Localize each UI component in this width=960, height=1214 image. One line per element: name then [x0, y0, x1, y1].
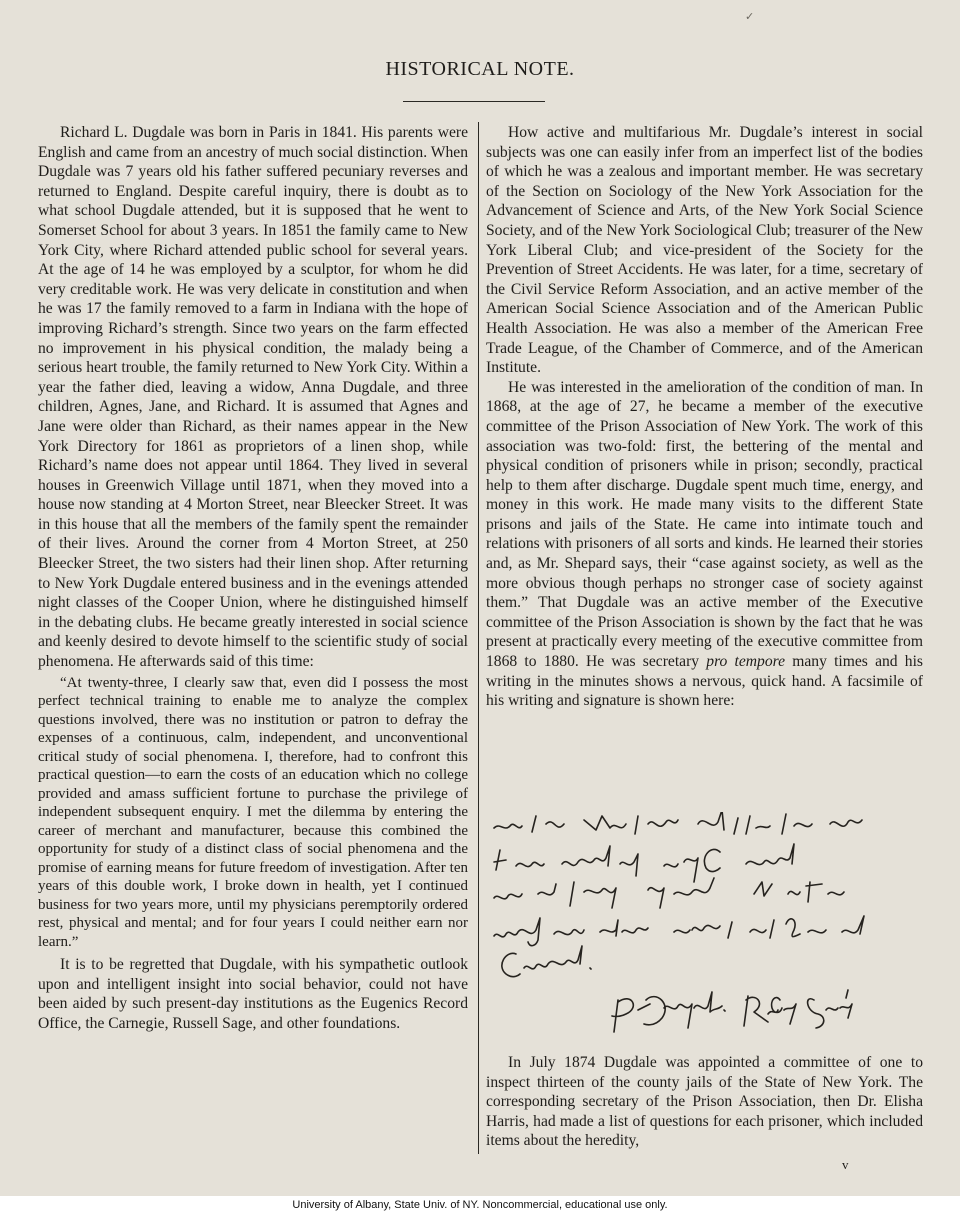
paragraph-regret: It is to be regretted that Dugdale, with his sympathetic outlook upon and intelligent insight into social behavior, could not have been aided by such present-day institutions as the Eugenics Record Office, the Carnegie, Russell Sage, and other foundations. [38, 956, 468, 1032]
page-title: HISTORICAL NOTE. [385, 58, 575, 80]
footer-notice: University of Albany, State Univ. of NY. Noncommercial, educational use only. [292, 1199, 668, 1211]
left-column [38, 123, 468, 1034]
right-column [486, 123, 923, 711]
quote-paragraph: “At twenty-three, I clearly saw that, even did I possess the most perfect technical training to enable me to analyze the complex questions involved, there was no institution or patron to defray the expenses of a continuous, calm, independent, and unconventional critical study of social phenomena. I, therefore, had to confront this practical question—to earn the costs of an education which no college provided and amass sufficient fortune to purchase the privilege of independent subsequent enquiry. I met the dilemma by entering the career of merchant and manufacturer, because this combined the opportunity for study of a distinct class of social phenomena and the promise of earning means for future freedom of investigation. After ten years of this double work, I broke down in health, yet I continued business for two years more, until my physicians peremptorily ordered rest, physical and mental; and for four years I could neither earn nor learn.” [38, 674, 468, 950]
handwriting-facsimile [488, 812, 924, 1040]
paragraph-text: He was interested in the amelioration of the condition of man. In 1868, at the age of 27, he became a member of the executive committee of the Prison Association of New York. The work of this association was two-fold: first, the bettering of the mental and physical condition of prisoners while in prison; secondly, practical help to them after discharge. Dugdale spent much time, energy, and money in this work. He made many visits to the different State prisons and jails of the State. He came into intimate touch and relations with prisoners of all sorts and kinds. He learned their stories and, as Mr. Shepard says, their “case against society, as well as the more obvious though perhaps no stronger case of society against them.” That Dugdale was an active member of the Executive committee of the Prison Association is shown by the fact that he was present at practically every meeting of the executive committee from 1868 to 1880. He was secretary [486, 378, 923, 671]
paragraph-text-end: many times and his writing in the minutes shows a nervous, quick hand. A facsimile of his writing and signature is shown here: [486, 653, 923, 710]
page-number: v [842, 1157, 849, 1172]
paragraph-memberships: How active and multifarious Mr. Dugdale’s interest in social subjects was one can easily infer from an imperfect list of the bodies of which he was a zealous and important member. He was secretary of the Section on Sociology of the New York Association for the Advancement of Science and Arts, of the New York Social Science Society, and of the New York Sociological Club; treasurer of the New York Liberal Club; and vice-president of the Society for the Prevention of Street Accidents. He was later, for a time, secretary of the Civil Service Reform Association, and an active member of the American Social Science Association and of the American Public Health Association. He was also a member of the American Free Trade League, of the Chamber of Commerce, and of the American Institute. [486, 124, 923, 377]
paragraph-prison-association [486, 378, 923, 711]
margin-mark: ✓ [745, 11, 755, 23]
right-column-continued [486, 1053, 923, 1151]
title-rule [403, 101, 545, 102]
column-divider [478, 122, 479, 1154]
paragraph-county-jails: In July 1874 Dugdale was appointed a committee of one to inspect thirteen of the county jails of the State of New York. The corresponding secretary of the Prison Association, then Dr. Elisha Harris, had made a list of questions for each prisoner, which included items about the heredity, [486, 1054, 923, 1150]
italic-phrase: pro tempore [706, 653, 786, 671]
paragraph-biography: Richard L. Dugdale was born in Paris in 1841. His parents were English and came from an ancestry of much social distinction. When Dugdale was 7 years old his father suffered pecuniary reverses and returned to England. Despite careful inquiry, there is doubt as to what school Dugdale attended, but it is supposed that he went to Somerset School for about 3 years. In 1851 the family came to New York City, where Richard attended public school for several years. At the age of 14 he was employed by a sculptor, for whom he did very creditable work. He was very delicate in constitution and when he was 17 the family removed to a farm in Indiana with the hope of improving Richard’s strength. Since two years on the farm effected no improvement in his physical condition, the malady being a serious heart trouble, the family returned to New York City. Within a year the father died, leaving a widow, Anna Dugdale, and three children, Agnes, Jane, and Richard. It is assumed that Agnes and Jane were older than Richard, as their names appear in the New York Directory for 1861 as proprietors of a linen shop, while Richard’s name does not appear until 1864. They lived in several houses in Greenwich Village until 1871, when they moved into a house now standing at 4 Morton Street, near Bleecker Street. It was in this house that all the members of the family spent the remainder of their lives. Around the corner from 4 Morton Street, at 250 Bleecker Street, the two sisters had their linen shop. After returning to New York Dugdale entered business and in the evenings attended night classes of the Cooper Union, where he distinguished himself in the debating clubs. He became greatly interested in social science and keenly desired to devote himself to the scientific study of social phenomena. He afterwards said of this time: [38, 124, 468, 671]
